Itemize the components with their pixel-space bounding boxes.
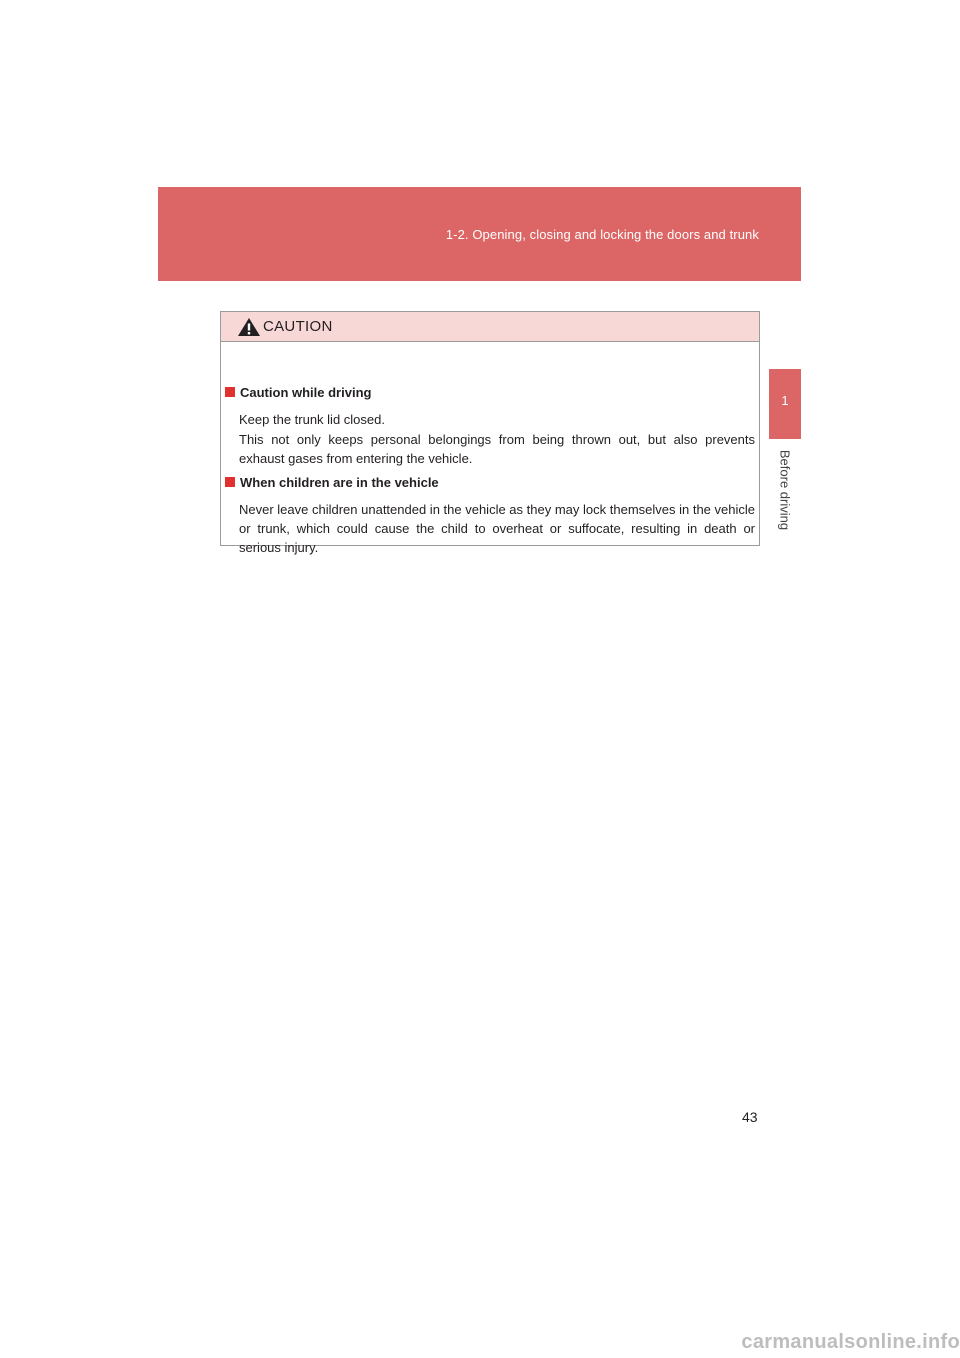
- chapter-header-band: [158, 187, 801, 281]
- section-title: 1-2. Opening, closing and locking the doors and trunk: [445, 227, 759, 242]
- square-bullet-icon: [225, 387, 235, 397]
- caution-paragraph: Keep the trunk lid closed.: [239, 412, 385, 427]
- section-heading: [225, 385, 371, 400]
- watermark: [0, 1327, 960, 1358]
- chapter-number: 1: [781, 393, 789, 408]
- caution-paragraph: This not only keeps personal belongings from being thrown out, but also prevents exhaust gases from entering the vehicle.: [239, 432, 755, 466]
- caution-title: CAUTION: [263, 318, 333, 335]
- section-heading: [225, 475, 439, 490]
- chapter-label: Before driving: [777, 449, 793, 531]
- chapter-tab: [769, 369, 801, 439]
- square-bullet-icon: [225, 477, 235, 487]
- warning-triangle-icon: [237, 317, 261, 337]
- page-number: 43: [742, 1109, 758, 1125]
- watermark-text: carmanualsonline.info: [741, 1331, 960, 1353]
- caution-header: [221, 312, 759, 342]
- section-heading-text: Caution while driving: [240, 385, 372, 400]
- caution-box: [220, 311, 760, 555]
- caution-paragraph: Never leave children unattended in the vehicle as they may lock themselves in the vehicle or trunk, which could cause the child to overheat or suffocate, resulting in death or serious injury.: [239, 502, 755, 555]
- section-heading-text: When children are in the vehicle: [240, 475, 439, 490]
